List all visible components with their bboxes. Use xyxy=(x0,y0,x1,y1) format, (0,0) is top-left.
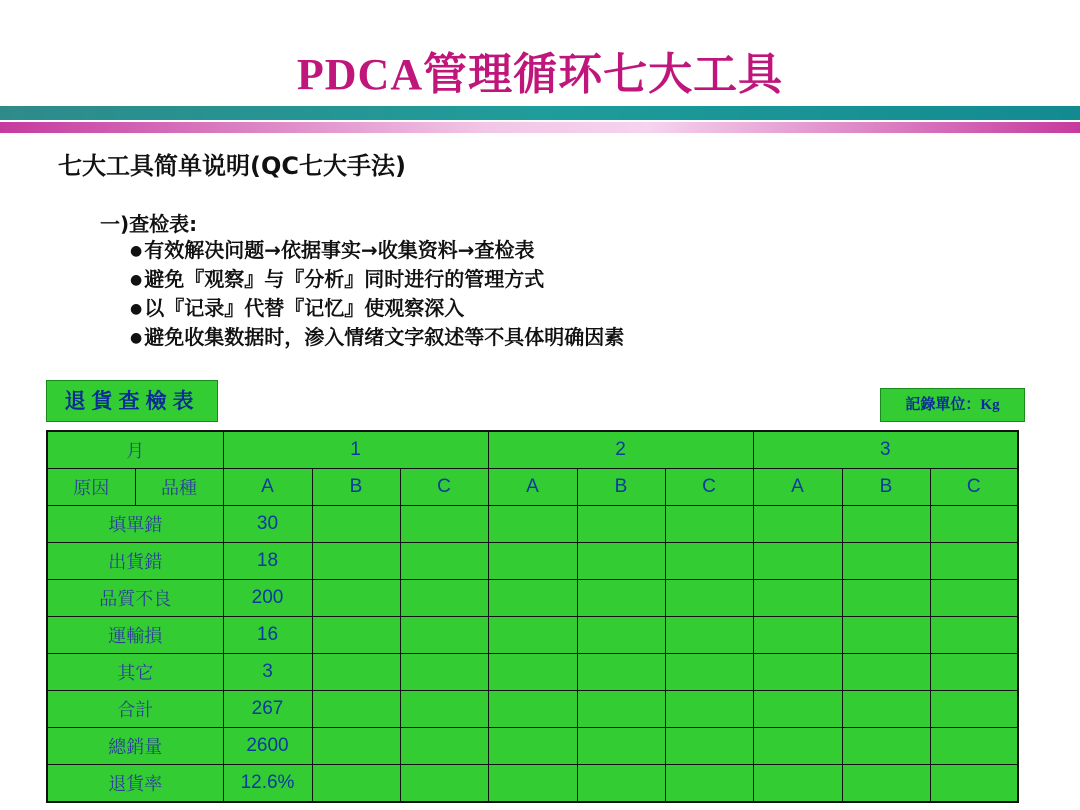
row-label: 合計 xyxy=(47,691,223,728)
empty-cell xyxy=(577,691,665,728)
row-label: 填單錯 xyxy=(47,506,223,543)
empty-cell xyxy=(665,728,753,765)
table-row xyxy=(47,691,1018,728)
empty-cell xyxy=(753,506,842,543)
row-label: 總銷量 xyxy=(47,728,223,765)
empty-cell xyxy=(488,617,577,654)
bullet-item: ● 以『记录』代替『记忆』使观察深入 xyxy=(130,294,624,323)
empty-cell xyxy=(577,580,665,617)
empty-cell xyxy=(753,543,842,580)
empty-cell xyxy=(488,765,577,803)
month-cell: 1 xyxy=(223,431,488,469)
empty-cell xyxy=(312,765,400,803)
empty-cell xyxy=(842,765,930,803)
empty-cell xyxy=(400,728,488,765)
empty-cell xyxy=(930,691,1018,728)
row-value: 2600 xyxy=(223,728,312,765)
empty-cell xyxy=(930,765,1018,803)
page-title: PDCA管理循环七大工具 xyxy=(296,50,784,99)
return-check-table xyxy=(46,430,1019,803)
row-value: 30 xyxy=(223,506,312,543)
bullet-list xyxy=(130,236,624,352)
empty-cell xyxy=(930,506,1018,543)
table-row xyxy=(47,506,1018,543)
month-header: 月 xyxy=(47,431,223,469)
empty-cell xyxy=(577,765,665,803)
empty-cell xyxy=(665,654,753,691)
empty-cell xyxy=(577,506,665,543)
table-header-row xyxy=(47,431,1018,469)
empty-cell xyxy=(577,543,665,580)
empty-cell xyxy=(400,506,488,543)
product-cell: C xyxy=(400,469,488,506)
empty-cell xyxy=(312,617,400,654)
row-label: 運輸損 xyxy=(47,617,223,654)
empty-cell xyxy=(930,728,1018,765)
empty-cell xyxy=(665,543,753,580)
teal-divider-bar xyxy=(0,106,1080,120)
empty-cell xyxy=(400,543,488,580)
empty-cell xyxy=(665,691,753,728)
row-value: 12.6% xyxy=(223,765,312,803)
table-row xyxy=(47,580,1018,617)
table-label: 退貨查檢表 xyxy=(46,380,218,422)
empty-cell xyxy=(312,654,400,691)
empty-cell xyxy=(488,580,577,617)
product-cell: B xyxy=(312,469,400,506)
empty-cell xyxy=(842,691,930,728)
empty-cell xyxy=(665,580,753,617)
product-cell: C xyxy=(665,469,753,506)
table-row xyxy=(47,728,1018,765)
reason-header: 原因 xyxy=(47,469,135,506)
empty-cell xyxy=(577,617,665,654)
row-value: 200 xyxy=(223,580,312,617)
product-cell: C xyxy=(930,469,1018,506)
table-row xyxy=(47,654,1018,691)
empty-cell xyxy=(930,580,1018,617)
empty-cell xyxy=(665,617,753,654)
table-row xyxy=(47,765,1018,803)
empty-cell xyxy=(488,728,577,765)
empty-cell xyxy=(488,543,577,580)
empty-cell xyxy=(930,617,1018,654)
empty-cell xyxy=(842,543,930,580)
row-label: 退貨率 xyxy=(47,765,223,803)
empty-cell xyxy=(753,654,842,691)
row-label: 出貨錯 xyxy=(47,543,223,580)
empty-cell xyxy=(753,617,842,654)
product-cell: A xyxy=(488,469,577,506)
empty-cell xyxy=(488,506,577,543)
row-value: 267 xyxy=(223,691,312,728)
empty-cell xyxy=(842,506,930,543)
empty-cell xyxy=(930,654,1018,691)
bullet-item: ● 有效解决问题→依据事实→收集资料→查检表 xyxy=(130,236,624,265)
empty-cell xyxy=(842,617,930,654)
empty-cell xyxy=(400,654,488,691)
section-heading: 一)查检表: xyxy=(100,212,198,236)
row-label: 品質不良 xyxy=(47,580,223,617)
table-row xyxy=(47,543,1018,580)
empty-cell xyxy=(930,543,1018,580)
empty-cell xyxy=(312,543,400,580)
bullet-item: ● 避免『观察』与『分析』同时进行的管理方式 xyxy=(130,265,624,294)
subtitle: 七大工具简单说明(QC七大手法) xyxy=(58,152,406,180)
empty-cell xyxy=(577,654,665,691)
product-cell: B xyxy=(842,469,930,506)
empty-cell xyxy=(753,691,842,728)
empty-cell xyxy=(488,654,577,691)
empty-cell xyxy=(842,580,930,617)
row-value: 16 xyxy=(223,617,312,654)
product-header: 品種 xyxy=(135,469,223,506)
empty-cell xyxy=(400,691,488,728)
product-cell: A xyxy=(753,469,842,506)
empty-cell xyxy=(842,728,930,765)
empty-cell xyxy=(312,728,400,765)
unit-label: 記錄單位：Kg xyxy=(880,388,1025,422)
magenta-divider-bar xyxy=(0,122,1080,133)
empty-cell xyxy=(400,580,488,617)
empty-cell xyxy=(400,765,488,803)
empty-cell xyxy=(488,691,577,728)
product-cell: A xyxy=(223,469,312,506)
bullet-item: ● 避免收集数据时，渗入情绪文字叙述等不具体明确因素 xyxy=(130,323,624,352)
empty-cell xyxy=(753,580,842,617)
empty-cell xyxy=(312,580,400,617)
row-value: 3 xyxy=(223,654,312,691)
table-row xyxy=(47,617,1018,654)
month-cell: 3 xyxy=(753,431,1018,469)
empty-cell xyxy=(577,728,665,765)
empty-cell xyxy=(312,506,400,543)
month-cell: 2 xyxy=(488,431,753,469)
empty-cell xyxy=(665,506,753,543)
row-label: 其它 xyxy=(47,654,223,691)
empty-cell xyxy=(312,691,400,728)
empty-cell xyxy=(400,617,488,654)
empty-cell xyxy=(753,765,842,803)
empty-cell xyxy=(753,728,842,765)
empty-cell xyxy=(842,654,930,691)
product-cell: B xyxy=(577,469,665,506)
table-subheader-row xyxy=(47,469,1018,506)
empty-cell xyxy=(665,765,753,803)
row-value: 18 xyxy=(223,543,312,580)
